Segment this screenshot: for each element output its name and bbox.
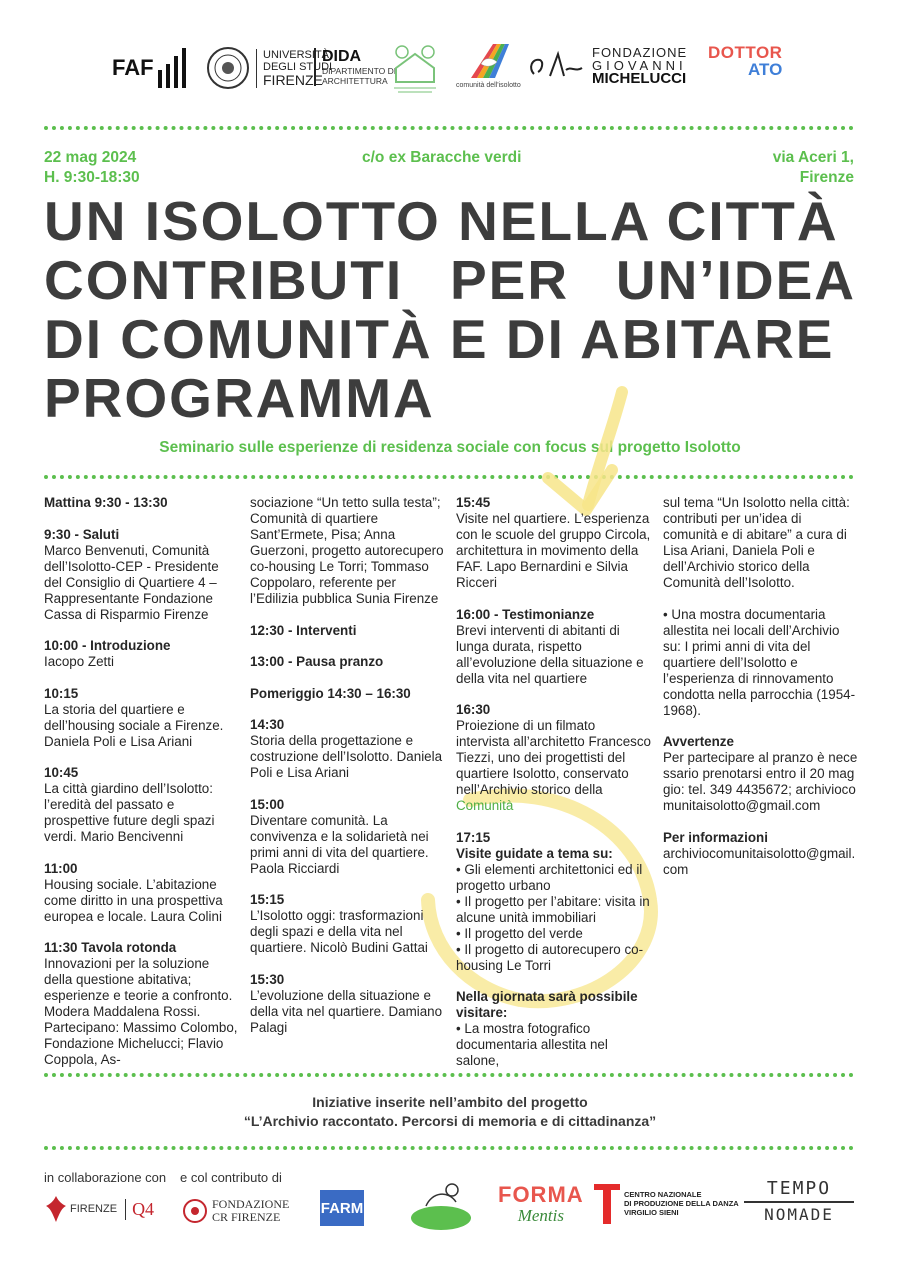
isolotto-anniversary-logo: [408, 1174, 474, 1237]
divider-footer-bottom: [44, 1146, 854, 1150]
item-time: 15:45: [456, 495, 491, 510]
item-text: Brevi interventi di abitanti di lunga durata, rispetto all’evoluzione della situazione e della vita nel quartiere: [456, 622, 644, 686]
item-time: 12:30 - Interventi: [250, 622, 357, 638]
subtitle: Seminario sulle esperienze di residenza sociale con focus sul progetto Isolotto: [159, 439, 741, 456]
unifi-seal-icon: [206, 46, 250, 90]
info-email: archiviocomunitaisolotto@gmail.com: [663, 845, 856, 877]
item-text: sociazione “Un tetto sulla testa”; Comunità di quartiere Sant’Ermete, Pisa; Anna Guerzoni, progetto autorecupero co-housing Le Torri; Tommaso Coppolaro, referente per l’Edilizia pubblica Sunia Firenze: [250, 495, 444, 606]
list-item: • La mostra fotografico documentaria allestita nel salone,: [456, 1021, 608, 1068]
main-title: [44, 192, 856, 428]
item-text-highlight: Comunità: [456, 798, 514, 813]
garden-house-logo: [390, 42, 440, 96]
dottorato-logo: DOTTOR ATO: [708, 43, 783, 79]
list-item: • Una mostra documentaria allestita nei locali dell’Archivio su: I primi anni di vita del quartiere dell’Isolotto e l’esperienza di rinnovamento condotta nella parrocchia (1954-1968).: [663, 606, 856, 718]
program-column-2: [250, 495, 446, 1051]
item-time: 15:00: [250, 796, 285, 812]
item-text: Innovazioni per la soluzione della questione abitativa; esperienze e teorie a confronto. Modera Maddalena Rossi. Partecipano: Massimo Colombo, Fondazione Michelucci; Flavio Coppola, As-: [44, 956, 238, 1067]
centro-danza-logo: CENTRO NAZIONALE DI PRODUZIONE DELLA DANZA VIRGILIO SIENI: [594, 1180, 739, 1226]
item-text: sul tema “Un Isolotto nella città: contributi per un’idea di comunità e di abitare” a cura di Lisa Ariani, Daniela Poli e dell’Archivio storico della Comunità dell’Isolotto.: [663, 495, 850, 590]
event-date-time: [44, 148, 140, 188]
item-text: Visite nel quartiere. L’esperienza con le scuole del gruppo Circola, architettura in movimento della FAF. Lapo Bernardini e Silvia Ricceri: [456, 511, 651, 590]
tempo-nomade-logo: TEMPO NOMADE: [744, 1178, 854, 1224]
farm-logo: FARM: [320, 1190, 364, 1226]
info-heading: Per informazioni: [663, 829, 768, 845]
item-time: 11:30 Tavola rotonda: [44, 940, 177, 955]
item-text: Marco Benvenuti, Comunità dell’Isolotto-CEP - Presidente del Consiglio di Quartiere 4 – Rappresentante Fondazione Cassa di Risparmio Firenze: [44, 542, 219, 622]
item-text: Diventare comunità. La convivenza e la solidarietà nei primi anni di vita del quartiere. Paola Ricciardi: [250, 812, 429, 876]
red-t-icon: [594, 1180, 620, 1226]
item-time: 9:30 - Saluti: [44, 526, 120, 542]
title-line-4: PROGRAMMA: [44, 367, 435, 429]
dida-logo: DIDA DIPARTIMENTO DI ARCHITETTURA: [314, 48, 396, 86]
list-item: • Il progetto per l’abitare: visita in alcune unità immobiliari: [456, 893, 650, 925]
item-time: 10:15: [44, 685, 79, 701]
item-text: Storia della progettazione e costruzione dell’Isolotto. Daniela Poli e Lisa Ariani: [250, 733, 443, 780]
michelucci-logo: FONDAZIONE GIOVANNI MICHELUCCI: [526, 46, 687, 85]
event-address: via Aceri 1, Firenze: [772, 149, 854, 186]
title-line-1: UN ISOLOTTO NELLA CITTÀ: [44, 190, 839, 252]
notice-heading: Avvertenze: [663, 734, 734, 749]
unifi-logo: UNIVERSITÀ DEGLI STUDI FIRENZE: [206, 46, 332, 90]
item-time: 16:30: [456, 702, 491, 717]
program-column-3: [456, 495, 652, 1085]
item-heading: Nella giornata sarà possibile visitare:: [456, 989, 638, 1020]
item-time: 14:30: [250, 717, 285, 732]
faf-logo: FAF: [112, 44, 192, 92]
item-time: 11:00: [44, 860, 78, 876]
title-line-3: DI COMUNITÀ E DI ABITARE: [44, 308, 835, 370]
fondazione-cr-logo: FONDAZIONE CR FIRENZE: [182, 1196, 289, 1226]
item-time: 16:00 - Testimonianze: [456, 606, 595, 622]
item-time: 10:00 - Introduzione: [44, 638, 171, 653]
item-text: La storia del quartiere e dell’housing sociale a Firenze. Daniela Poli e Lisa Ariani: [44, 701, 224, 749]
program-column-1: [44, 495, 239, 1084]
list-item: • Gli elementi architettonici ed il progetto urbano: [456, 861, 643, 893]
item-time: 10:45: [44, 765, 79, 780]
session-morning: Mattina 9:30 - 13:30: [44, 495, 168, 510]
item-text: La città giardino dell’Isolotto: l’eredità del passato e prospettive future degli spazi verdi. Mario Bencivenni: [44, 781, 215, 844]
list-item: • Il progetto del verde: [456, 925, 583, 941]
forma-mentis-logo: FORMA Mentis: [498, 1182, 584, 1225]
partner-logos-top: [108, 38, 808, 102]
item-text: L’evoluzione della situazione e della vita nel quartiere. Damiano Palagi: [250, 987, 443, 1035]
contribution-label: e col contributo di: [180, 1170, 282, 1185]
collaboration-label: in collaborazione con: [44, 1170, 167, 1185]
item-time: 15:15: [250, 892, 285, 907]
item-text: Housing sociale. L’abitazione come diritto in una prospettiva europea e locale. Laura Colini: [44, 876, 223, 924]
divider-top: [44, 126, 854, 130]
item-text: Proiezione di un filmato intervista all’architetto Francesco Tiezzi, uno dei progettisti del quartiere Isolotto, conservato nell’Archivio storico della: [456, 718, 651, 797]
florence-lily-icon: [44, 1194, 68, 1224]
item-heading: Visite guidate a tema su:: [456, 845, 613, 861]
list-item: • Il progetto di autorecupero co-housing Le Torri: [456, 941, 644, 973]
program-column-4: [663, 495, 859, 893]
divider-mid: [44, 475, 854, 479]
item-time: 17:15: [456, 829, 491, 845]
item-text: Iacopo Zetti: [44, 654, 114, 669]
footer-project: Iniziative inserite nell’ambito del progetto “L’Archivio raccontato. Percorsi di memoria e di cittadinanza”: [243, 1094, 657, 1129]
notice-text: Per partecipare al pranzo è necessario prenotarsi entro il 20 maggio: tel. 349 4435672; archiviocomunitaisolotto@gmail.com: [663, 750, 858, 813]
item-time: 15:30: [250, 971, 285, 987]
comunita-isolotto-logo: comunità dell'isolotto: [456, 38, 521, 89]
item-time: 13:00 - Pausa pranzo: [250, 654, 384, 669]
title-line-2: CONTRIBUTI PER UN’IDEA: [44, 249, 856, 311]
session-afternoon: Pomeriggio 14:30 – 16:30: [250, 685, 411, 701]
event-venue: c/o ex Baracche verdi: [362, 149, 522, 166]
comune-firenze-logo: FIRENZE Q4: [44, 1194, 154, 1224]
divider-footer-top: [44, 1073, 854, 1077]
event-date: 22 mag 2024: [44, 149, 137, 166]
event-hours: H. 9:30-18:30: [44, 169, 140, 186]
item-text: L’Isolotto oggi: trasformazioni degli spazi e della vita nel quartiere. Nicolò Budini Gattai: [250, 908, 428, 955]
